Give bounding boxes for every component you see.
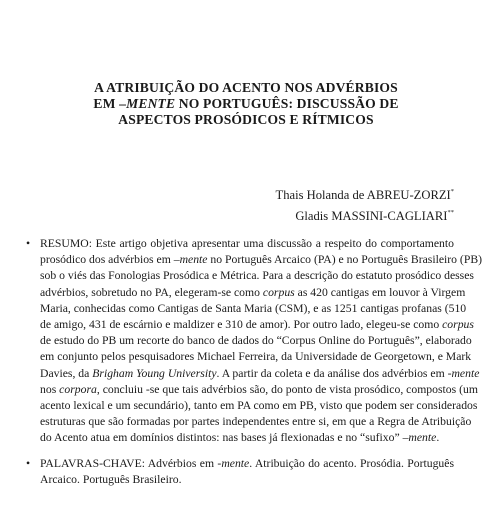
title-line-3: ASPECTOS PROSÓDICOS E RÍTMICOS — [118, 112, 374, 127]
keywords-line-2: Arcaico. Português Brasileiro. — [40, 473, 182, 487]
italic-term: corpus — [442, 318, 474, 332]
author-1-footnote-mark: * — [450, 188, 454, 195]
author-2 — [276, 204, 454, 225]
keywords — [27, 456, 454, 488]
abstract-line-11: acento lexical e um secundário), tanto em PA como em PB, visto que podem ser considerados — [40, 399, 478, 413]
abstract-bullet: • — [26, 237, 31, 250]
abstract-line-3: sob o viés das Fonologias Prosódica e Métrica. Para a descrição do estatuto prosódico desses — [40, 269, 474, 283]
author-2-name: Gladis MASSINI-CAGLIARI — [295, 209, 448, 223]
paper-title — [40, 80, 452, 128]
keywords-line-1: PALAVRAS-CHAVE: Advérbios em -mente. Atribuição do acento. Prosódia. Português — [40, 457, 454, 470]
author-1-name: Thais Holanda de ABREU-ZORZI — [275, 188, 451, 202]
abstract-line-9: Davies, da Brigham Young University. A partir da coleta e da análise dos advérbios em -mente — [40, 366, 480, 380]
italic-term: corpus — [262, 285, 295, 299]
abstract-line-2: prosódico dos advérbios em –mente no Português Arcaico (PA) e no Português Brasileiro (PB) — [40, 253, 483, 267]
abstract-line-1: RESUMO: Este artigo objetiva apresentar uma discussão a respeito do comportamento — [40, 237, 454, 250]
italic-term: mente — [179, 253, 208, 267]
abstract-line-7: de estudo do PB um recorte do banco de dados do “Corpus Online do Português”, elaborado — [40, 334, 472, 348]
italic-term: mente — [451, 366, 480, 380]
abstract-line-8: em conjunto pelos pesquisadores Michael Ferreira, da Universidade de Georgetown, e Mark — [40, 350, 472, 364]
abstract — [26, 236, 483, 447]
title-line-2-suffix: NO PORTUGUÊS: DISCUSSÃO DE — [175, 96, 399, 111]
italic-term: mente — [221, 457, 250, 470]
abstract-line-13: do Acento atua em domínios distintos: nas bases já flexionadas e no “sufixo” –mente. — [40, 431, 440, 445]
author-list — [276, 183, 454, 225]
abstract-line-12: estruturas que são formadas por partes independentes entre si, em que a Regra de Atribuição — [40, 415, 472, 429]
abstract-line-4: advérbios, sobretudo no PA, elegeram-se como corpus as 420 cantigas em louvor à Virgem — [40, 285, 466, 299]
abstract-body — [27, 236, 483, 447]
italic-term: Brigham Young University — [92, 366, 217, 380]
italic-term: corpora — [59, 382, 97, 396]
keywords-body — [27, 456, 454, 488]
keywords-bullet: • — [26, 457, 31, 470]
abstract-line-6: de amigo, 431 de escárnio e maldizer e 310 de amor). Por outro lado, elegeu-se como corpus — [40, 318, 474, 332]
author-2-footnote-mark: ** — [447, 209, 454, 216]
title-line-2 — [40, 96, 452, 112]
italic-term: mente — [408, 431, 437, 445]
abstract-line-5: Maria, conhecidas como Cantigas de Santa Maria (CSM), e as 1251 cantigas profanas (510 — [40, 301, 467, 315]
abstract-line-10: nos corpora, concluiu -se que tais advérbios são, do ponto de vista prosódico, compostos (um — [40, 382, 478, 396]
title-line-2-prefix: EM – — [93, 96, 127, 111]
title-line-1: A ATRIBUIÇÃO DO ACENTO NOS ADVÉRBIOS — [94, 80, 398, 95]
title-line-2-italic: MENTE — [126, 96, 176, 111]
author-1 — [276, 183, 454, 204]
